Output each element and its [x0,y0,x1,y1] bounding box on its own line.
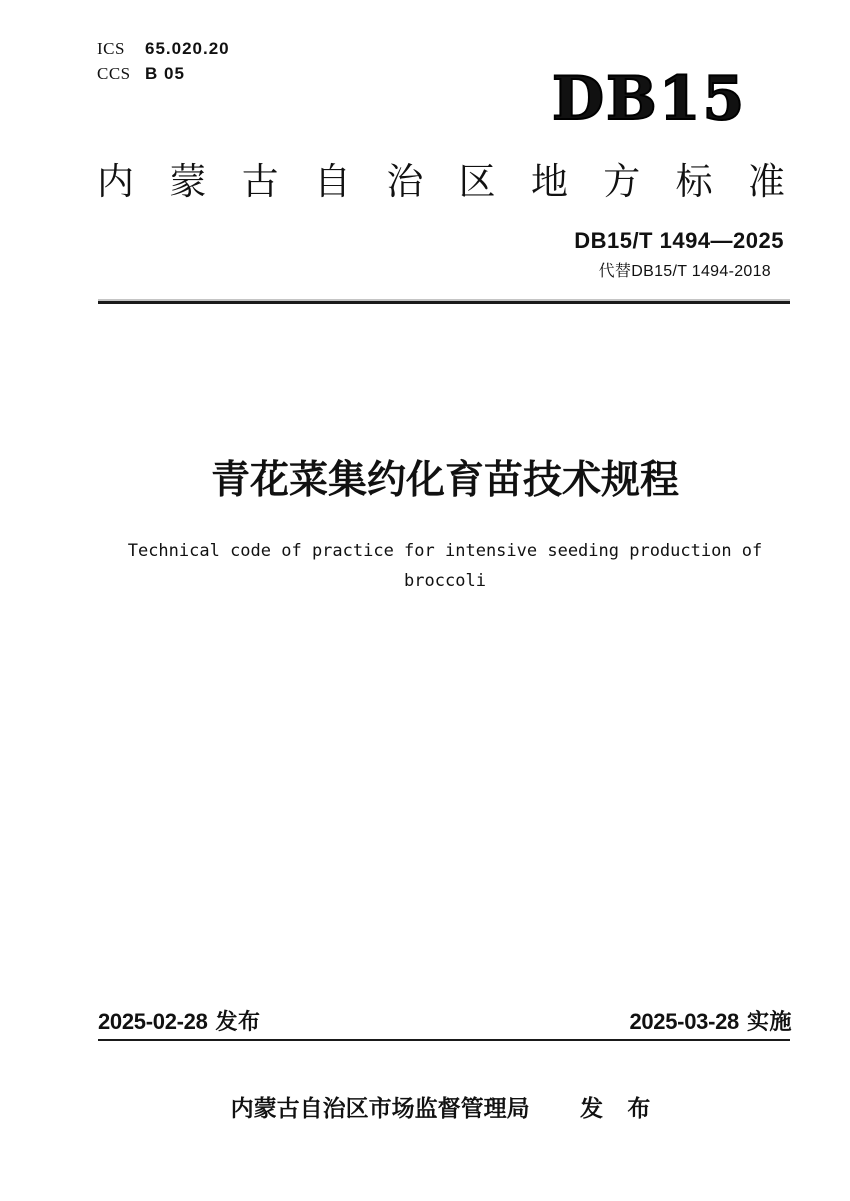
issue-word: 发布 [215,1009,261,1034]
issue-date: 2025-02-28 [98,1009,208,1034]
standard-type-char: 蒙 [169,161,207,202]
ics-label: ICS [97,39,125,58]
publisher-name: 内蒙古自治区市场监督管理局 [230,1095,530,1121]
bottom-rule [98,1039,790,1041]
standard-type-char: 内 [97,161,134,202]
issue-date-group [98,1008,261,1036]
top-rule [98,301,790,304]
standard-type-char: 地 [530,161,568,202]
standard-number: DB15/T 1494—2025 [574,228,784,253]
ccs-row [97,61,230,86]
replaces-note: 代替DB15/T 1494-2018 [598,263,771,280]
standard-type-char: 区 [458,161,496,202]
db15-logo: DB15 [552,64,747,134]
publish-label: 发 布 [580,1095,660,1121]
classification-codes [97,36,230,86]
dates-row [98,1008,792,1036]
title-chinese: 青花菜集约化育苗技术规程 [210,459,679,502]
title-english-line2: broccoli [404,571,486,591]
standard-type-char: 准 [747,161,785,202]
ics-value: 65.020.20 [145,39,230,58]
standard-type-char: 标 [675,161,713,202]
standard-type-char: 自 [313,161,351,202]
standard-type-char: 治 [386,161,424,202]
standard-type-char: 古 [241,161,279,202]
implementation-date-group [629,1008,792,1036]
title-english [98,536,792,596]
implementation-word: 实施 [746,1009,792,1034]
ics-row [97,36,230,61]
publisher-row [98,1094,792,1122]
standard-type-char: 方 [603,161,641,202]
ccs-value: B 05 [145,64,185,83]
ccs-label: CCS [97,64,131,83]
title-english-line1: Technical code of practice for intensive seeding production of [127,541,763,561]
implementation-date: 2025-03-28 [629,1009,739,1034]
standard-type-heading [97,163,785,201]
